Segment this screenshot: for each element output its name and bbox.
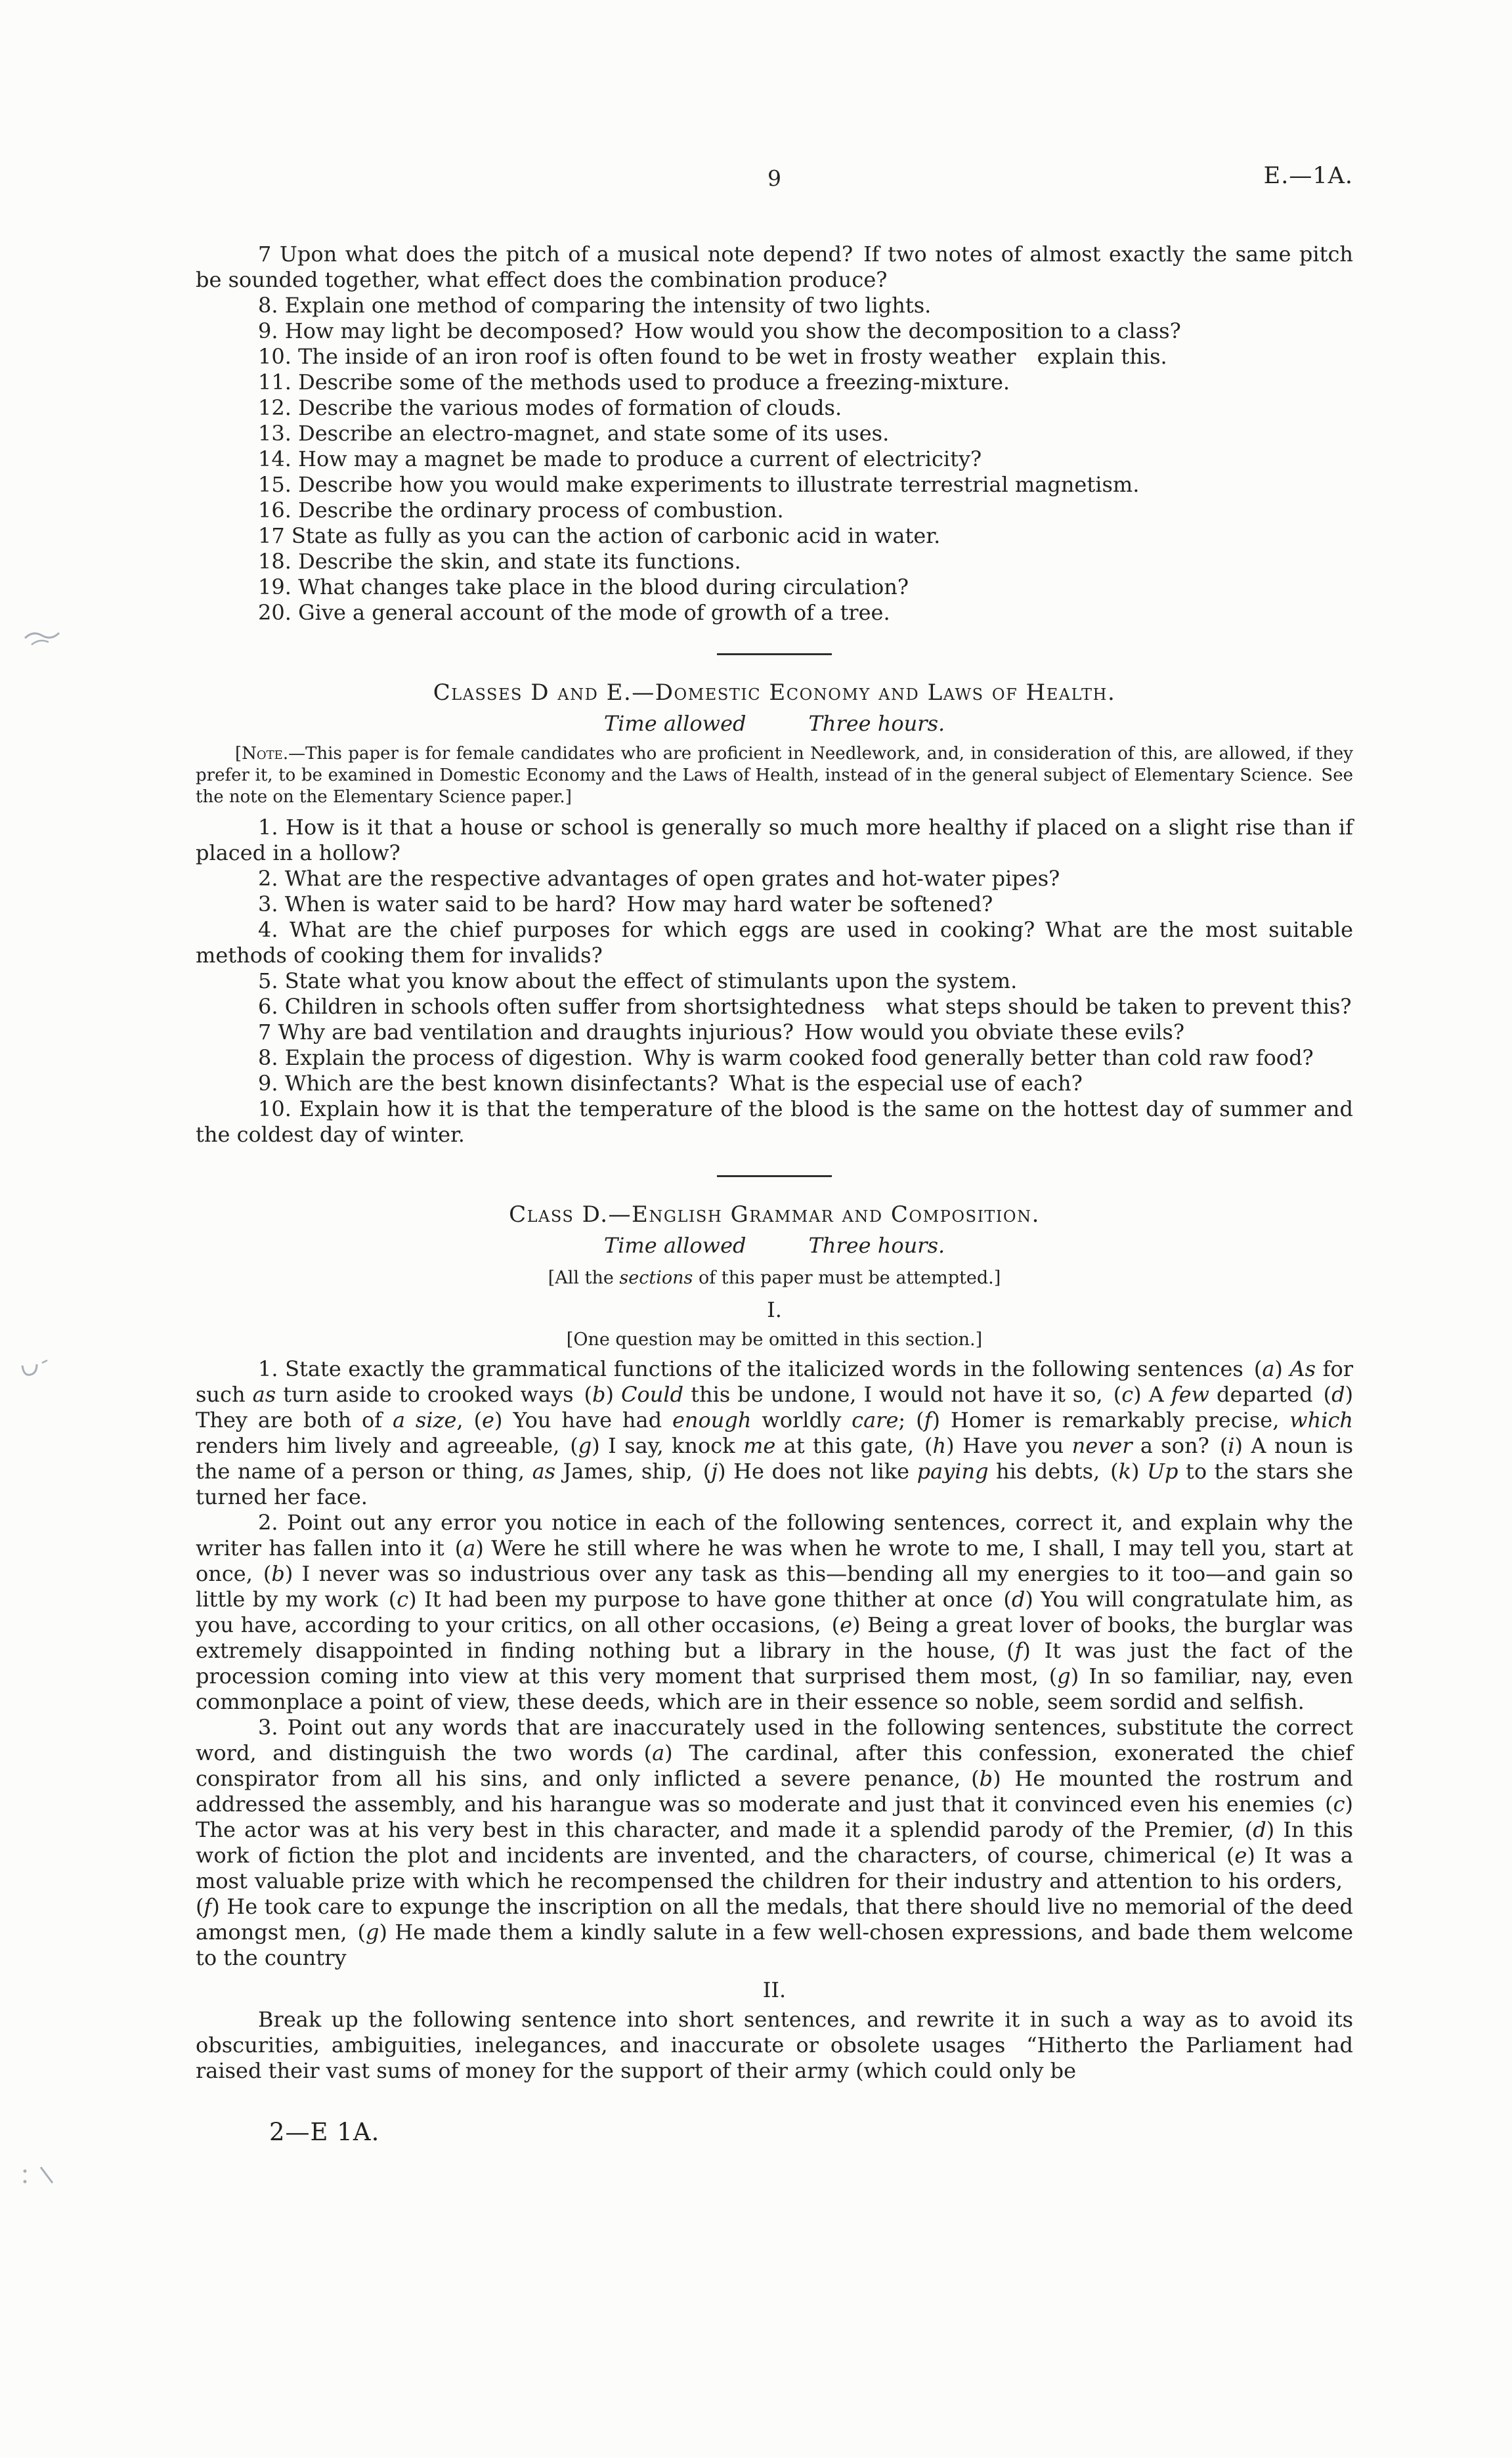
question-item: 12. Describe the various modes of formation of clouds. (258, 395, 842, 420)
question-item: 3. When is water said to be hard? How may hard water be softened? (258, 892, 993, 916)
question-item: 9. How may light be decomposed? How would you show the decomposition to a class? (258, 318, 1181, 343)
section-divider (717, 653, 832, 655)
section-divider (717, 1175, 832, 1177)
elementary-science-questions-section (196, 242, 1353, 626)
signature-mark: E.—1A. (1263, 163, 1353, 189)
question-item: 5. State what you know about the effect of stimulants upon the system. (258, 968, 1018, 993)
question-item: 3. Point out any words that are inaccurately used in the following sentences, substitute the correct word, and distinguish the two words (a) The cardinal, after this confession, exonerated the chief conspirator from all his sins, and only inflicted a severe penance, (b) He mounted the rostrum and addressed the assembly, and his harangue was so moderate and just that it convinced even his enemies (c) The actor was at his very best in this character, and made it a splendid parody of the Premier, (d) In this work of fiction the plot and incidents are invented, and the characters, of course, chimerical (e) It was a most valuable prize with which he recompensed the children for their industry and attention to his orders, (f) He took care to expunge the inscription on all the medals, that there should live no memorial of the deed amongst men, (g) He made them a kindly salute in a few well-chosen expressions, and bade them welcome to the country (196, 1715, 1354, 1970)
page-content (196, 242, 1353, 2145)
question-item: 20. Give a general account of the mode of growth of a tree. (258, 600, 890, 625)
question-item: 7 Why are bad ventilation and draughts injurious? How would you obviate these evils? (258, 1020, 1184, 1045)
question-item: 18. Describe the skin, and state its functions. (258, 549, 741, 574)
question-item: 2. What are the respective advantages of open grates and hot-water pipes? (258, 866, 1060, 891)
time-allowed-value: Three hours. (808, 1233, 945, 1258)
question-item: 9. Which are the best known disinfectants? What is the especial use of each? (258, 1071, 1083, 1096)
question-item: 1. State exactly the grammatical functions of the italicized words in the following sentences (a) As for such as turn aside to crooked ways (b) Could this be undone, I would not have it so, (c) A few departed (d) They are both of a size, (e) You have had enough worldly care; (f) Homer is remarkably precise, which renders him lively and agreeable, (g) I say, knock me at this gate, (h) Have you never a son? (i) A noun is the name of a person or thing, as James, ship, (j) He does not like paying his debts, (k) Up to the stars she turned her face. (196, 1356, 1354, 1509)
question-item: 13. Describe an electro-magnet, and state some of its uses. (258, 421, 890, 446)
section-title: Class D.—English Grammar and Composition. (509, 1201, 1040, 1228)
part-label: II. (762, 1977, 787, 2002)
question-item: 16. Describe the ordinary process of combustion. (258, 498, 784, 523)
time-allowed-label: Time allowed (603, 711, 746, 736)
question-item: Break up the following sentence into short sentences, and rewrite it in such a way as to avoid its obscurities, ambiguities, inelegances, and inaccurate or obsolete usages “Hitherto the Parliament had raised their vast sums of money for the support of their army (which could only be (196, 2007, 1353, 2083)
english-grammar-section (196, 1202, 1353, 2084)
time-allowed-line (196, 1233, 1353, 1259)
page-footer (196, 2119, 1353, 2145)
question-item: 8. Explain one method of comparing the intensity of two lights. (258, 293, 932, 318)
scan-artifact (22, 624, 75, 650)
question-item: 6. Children in schools often suffer from shortsightedness what steps should be taken to prevent this? (258, 994, 1352, 1019)
question-item: 11. Describe some of the methods used to produce a freezing-mixture. (258, 370, 1010, 395)
footer-signature-mark: 2—E 1A. (269, 2118, 380, 2146)
time-allowed-label: Time allowed (603, 1233, 746, 1258)
question-item: 15. Describe how you would make experiments to illustrate terrestrial magnetism. (258, 472, 1140, 497)
question-item: 14. How may a magnet be made to produce a current of electricity? (258, 446, 982, 471)
part-note: [One question may be omitted in this section.] (566, 1329, 983, 1350)
time-allowed-value: Three hours. (808, 711, 945, 736)
question-item: 8. Explain the process of digestion. Why is warm cooked food generally better than cold raw food? (258, 1045, 1314, 1070)
page-number: 9 (767, 165, 781, 191)
question-item: 4. What are the chief purposes for which eggs are used in cooking? What are the most suitable methods of cooking them for invalids? (196, 917, 1353, 968)
section-title: Classes D and E.—Domestic Economy and Laws of Health. (433, 679, 1116, 706)
domestic-economy-section (196, 680, 1353, 1148)
question-item: 1. How is it that a house or school is generally so much more healthy if placed on a slight rise than if placed in a hollow? (196, 815, 1353, 865)
question-item: 17 State as fully as you can the action of carbonic acid in water. (258, 523, 941, 548)
question-item: 10. The inside of an iron roof is often found to be wet in frosty weather explain this. (258, 344, 1167, 369)
question-item: 10. Explain how it is that the temperature of the blood is the same on the hottest day of summer and the coldest day of winter. (196, 1096, 1353, 1147)
scan-artifact (18, 2163, 71, 2196)
section-instruction: [All the sections of this paper must be attempted.] (548, 1268, 1001, 1288)
question-item: 2. Point out any error you notice in each of the following sentences, correct it, and explain why the writer has fallen into it (a) Were he still where he was when he wrote to me, I shall, I may tell you, start at once, (b) I never was so industrious over any task as this—bending all my energies to it too—and gain so little by my work (c) It had been my purpose to have gone thither at once (d) You will congratulate him, as you have, according to your critics, on all other occasions, (e) Being a great lover of books, the burglar was extremely disappointed in finding nothing but a library in the house, (f) It was just the fact of the procession coming into view at this very moment that surprised them most, (g) In so familiar, nay, even commonplace a point of view, these deeds, which are in their essence so noble, seem sordid and selfish. (196, 1510, 1354, 1714)
scan-artifact (17, 1359, 63, 1388)
page-header (196, 165, 1353, 207)
time-allowed-line (196, 711, 1353, 737)
part-label: I. (767, 1297, 782, 1322)
question-item: 19. What changes take place in the blood during circulation? (258, 574, 909, 599)
section-note: [Note.—This paper is for female candidates who are proficient in Needlework, and, in consideration of this, are allowed, if they prefer it, to be examined in Domestic Economy and the Laws of Health, instead of in the general subject of Elementary Science. See the note on the Elementary Science paper.] (196, 744, 1353, 807)
question-item: 7 Upon what does the pitch of a musical note depend? If two notes of almost exactly the same pitch be sounded together, what effect does the combination produce? (196, 242, 1353, 292)
